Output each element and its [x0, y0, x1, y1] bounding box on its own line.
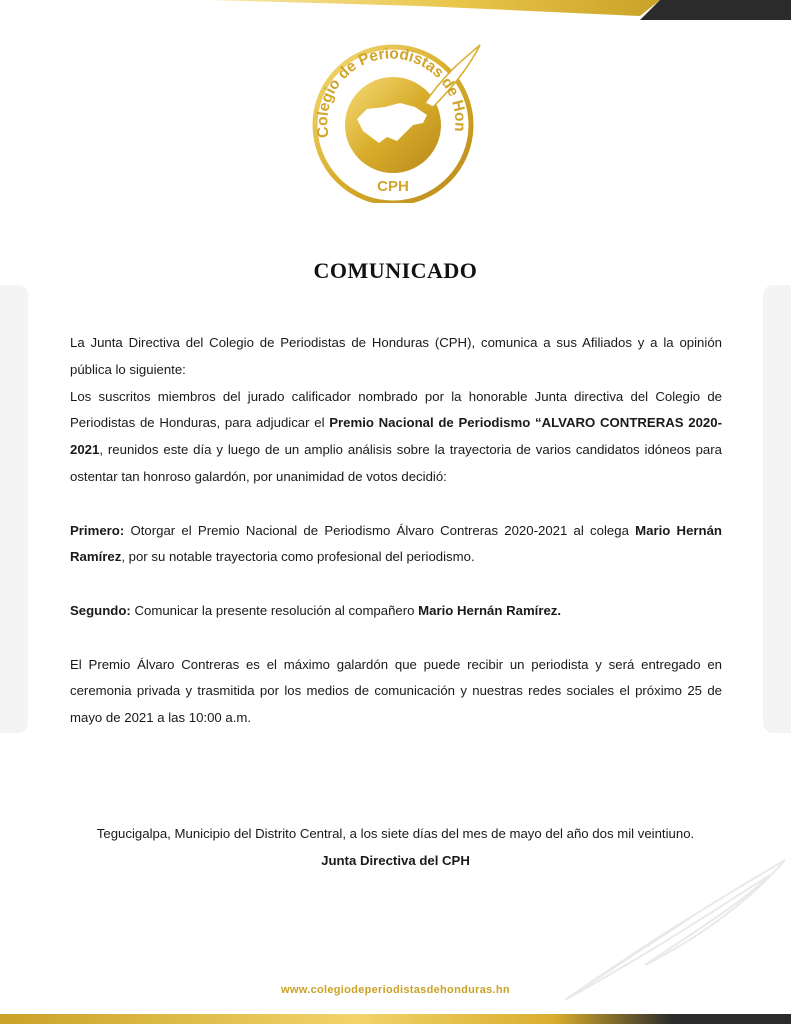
right-side-panel	[763, 285, 791, 733]
top-decorative-bar	[0, 0, 791, 22]
intro-paragraph: La Junta Directiva del Colegio de Periodistas de Honduras (CPH), comunica a sus Afiliados y a la opinión pública lo siguiente:	[70, 335, 722, 377]
award-name: Premio Nacional de Periodismo “ALVARO CONTRERAS 2020-2021	[70, 415, 722, 458]
jury-paragraph: Los suscritos miembros del jurado calificador nombrado por la honorable Junta directiva del Colegio de Periodistas de Honduras, para adjudicar el Premio Nacional de Periodismo “ALVARO CONTRERAS 2020-2021, reunidos este día y luego de un amplio análisis sobre la trayectoria de varios candidatos idóneos para ostentar tan honroso galardón, por unanimidad de votos decidió:	[70, 388, 722, 484]
segundo-label: Segundo:	[70, 602, 131, 618]
cph-seal-logo	[305, 33, 485, 203]
footer-website-link[interactable]: www.colegiodeperiodistasdehonduras.hn	[281, 984, 510, 996]
primero-paragraph: Primero: Otorgar el Premio Nacional de Periodismo Álvaro Contreras 2020-2021 al colega Mario Hernán Ramírez, por su notable trayectoria como profesional del periodismo.	[70, 522, 722, 565]
seal-ring-text: Colegio de Periodistas de Hon	[314, 45, 469, 140]
signature: Junta Directiva del CPH	[321, 853, 470, 868]
primero-name: Mario Hernán Ramírez	[70, 522, 722, 565]
place-date: Tegucigalpa, Municipio del Distrito Central, a los siete días del mes de mayo del año dos mil veintiuno.	[96, 826, 695, 841]
segundo-name: Mario Hernán Ramírez.	[418, 602, 562, 618]
primero-label: Primero:	[70, 522, 125, 538]
feather-watermark-icon	[555, 855, 791, 1005]
seal-acronym: CPH	[377, 178, 409, 195]
document-body	[70, 330, 722, 732]
final-paragraph: El Premio Álvaro Contreras es el máximo galardón que puede recibir un periodista y será entregado en ceremonia privada y trasmitida por los medios de comunicación y nuestras redes sociales el próximo 25 de mayo de 2021 a las 10:00 a.m.	[70, 656, 722, 726]
bottom-decorative-bar	[0, 1014, 791, 1024]
document-title: COMUNICADO	[313, 258, 478, 283]
left-side-panel	[0, 285, 28, 733]
segundo-paragraph: Segundo: Comunicar la presente resolución al compañero Mario Hernán Ramírez.	[70, 602, 562, 618]
